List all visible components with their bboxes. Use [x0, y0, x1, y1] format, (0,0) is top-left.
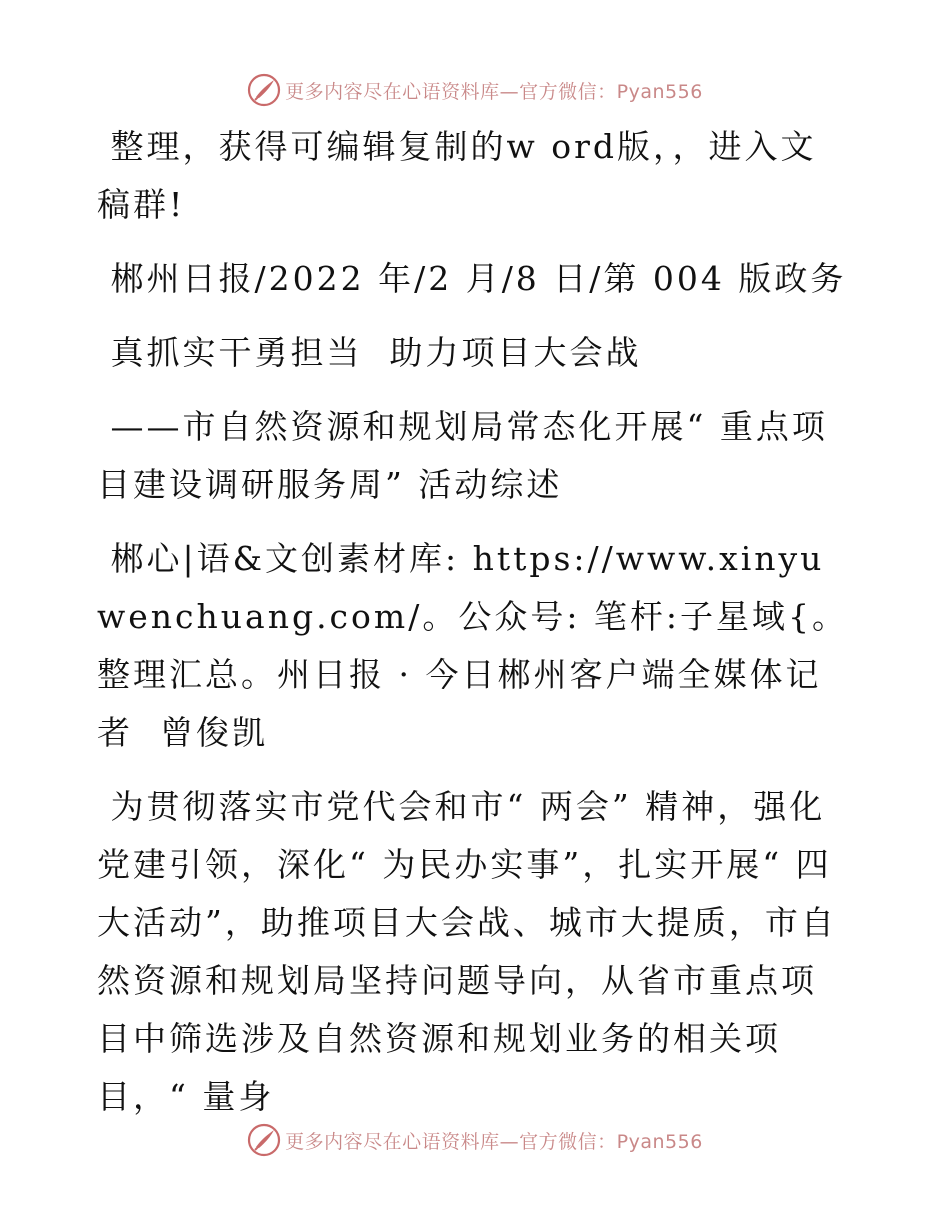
- header-watermark-text: 更多内容尽在心语资料库—官方微信：Pyan556: [285, 80, 703, 103]
- byline-paragraph: 郴心|语&文创素材库: https://www.xinyuwenchuang.com/。公众号: 笔杆:子星域{。整理汇总。州日报 · 今日郴州客户端全媒体记者 曾俊凯: [97, 539, 849, 752]
- body-paragraph: 为贯彻落实市党代会和市“ 两会” 精神，强化党建引领，深化“ 为民办实事”，扎实开展“ 四大活动”，助推项目大会战、城市大提质，市自然资源和规划局坚持问题导向，从省市重点项目中筛选涉及自然资源和规划业务的相关项目，“ 量身: [97, 787, 837, 1116]
- quill-logo-icon: [247, 1123, 281, 1157]
- source-line: 郴州日报/2022 年/2 月/8 日/第 004 版政务: [97, 259, 847, 298]
- intro-paragraph: 整理，获得可编辑复制的w ord版，，进入文稿群!: [97, 127, 817, 224]
- document-body: [97, 118, 849, 1142]
- article-headline: 真抓实干勇担当 助力项目大会战: [97, 333, 642, 372]
- footer-watermark-banner: [0, 1118, 950, 1162]
- quill-logo-icon: [247, 73, 281, 107]
- article-subheadline: ——市自然资源和规划局常态化开展“ 重点项目建设调研服务周” 活动综述: [97, 407, 828, 504]
- header-watermark-banner: [0, 68, 950, 112]
- footer-watermark-text: 更多内容尽在心语资料库—官方微信：Pyan556: [285, 1130, 703, 1153]
